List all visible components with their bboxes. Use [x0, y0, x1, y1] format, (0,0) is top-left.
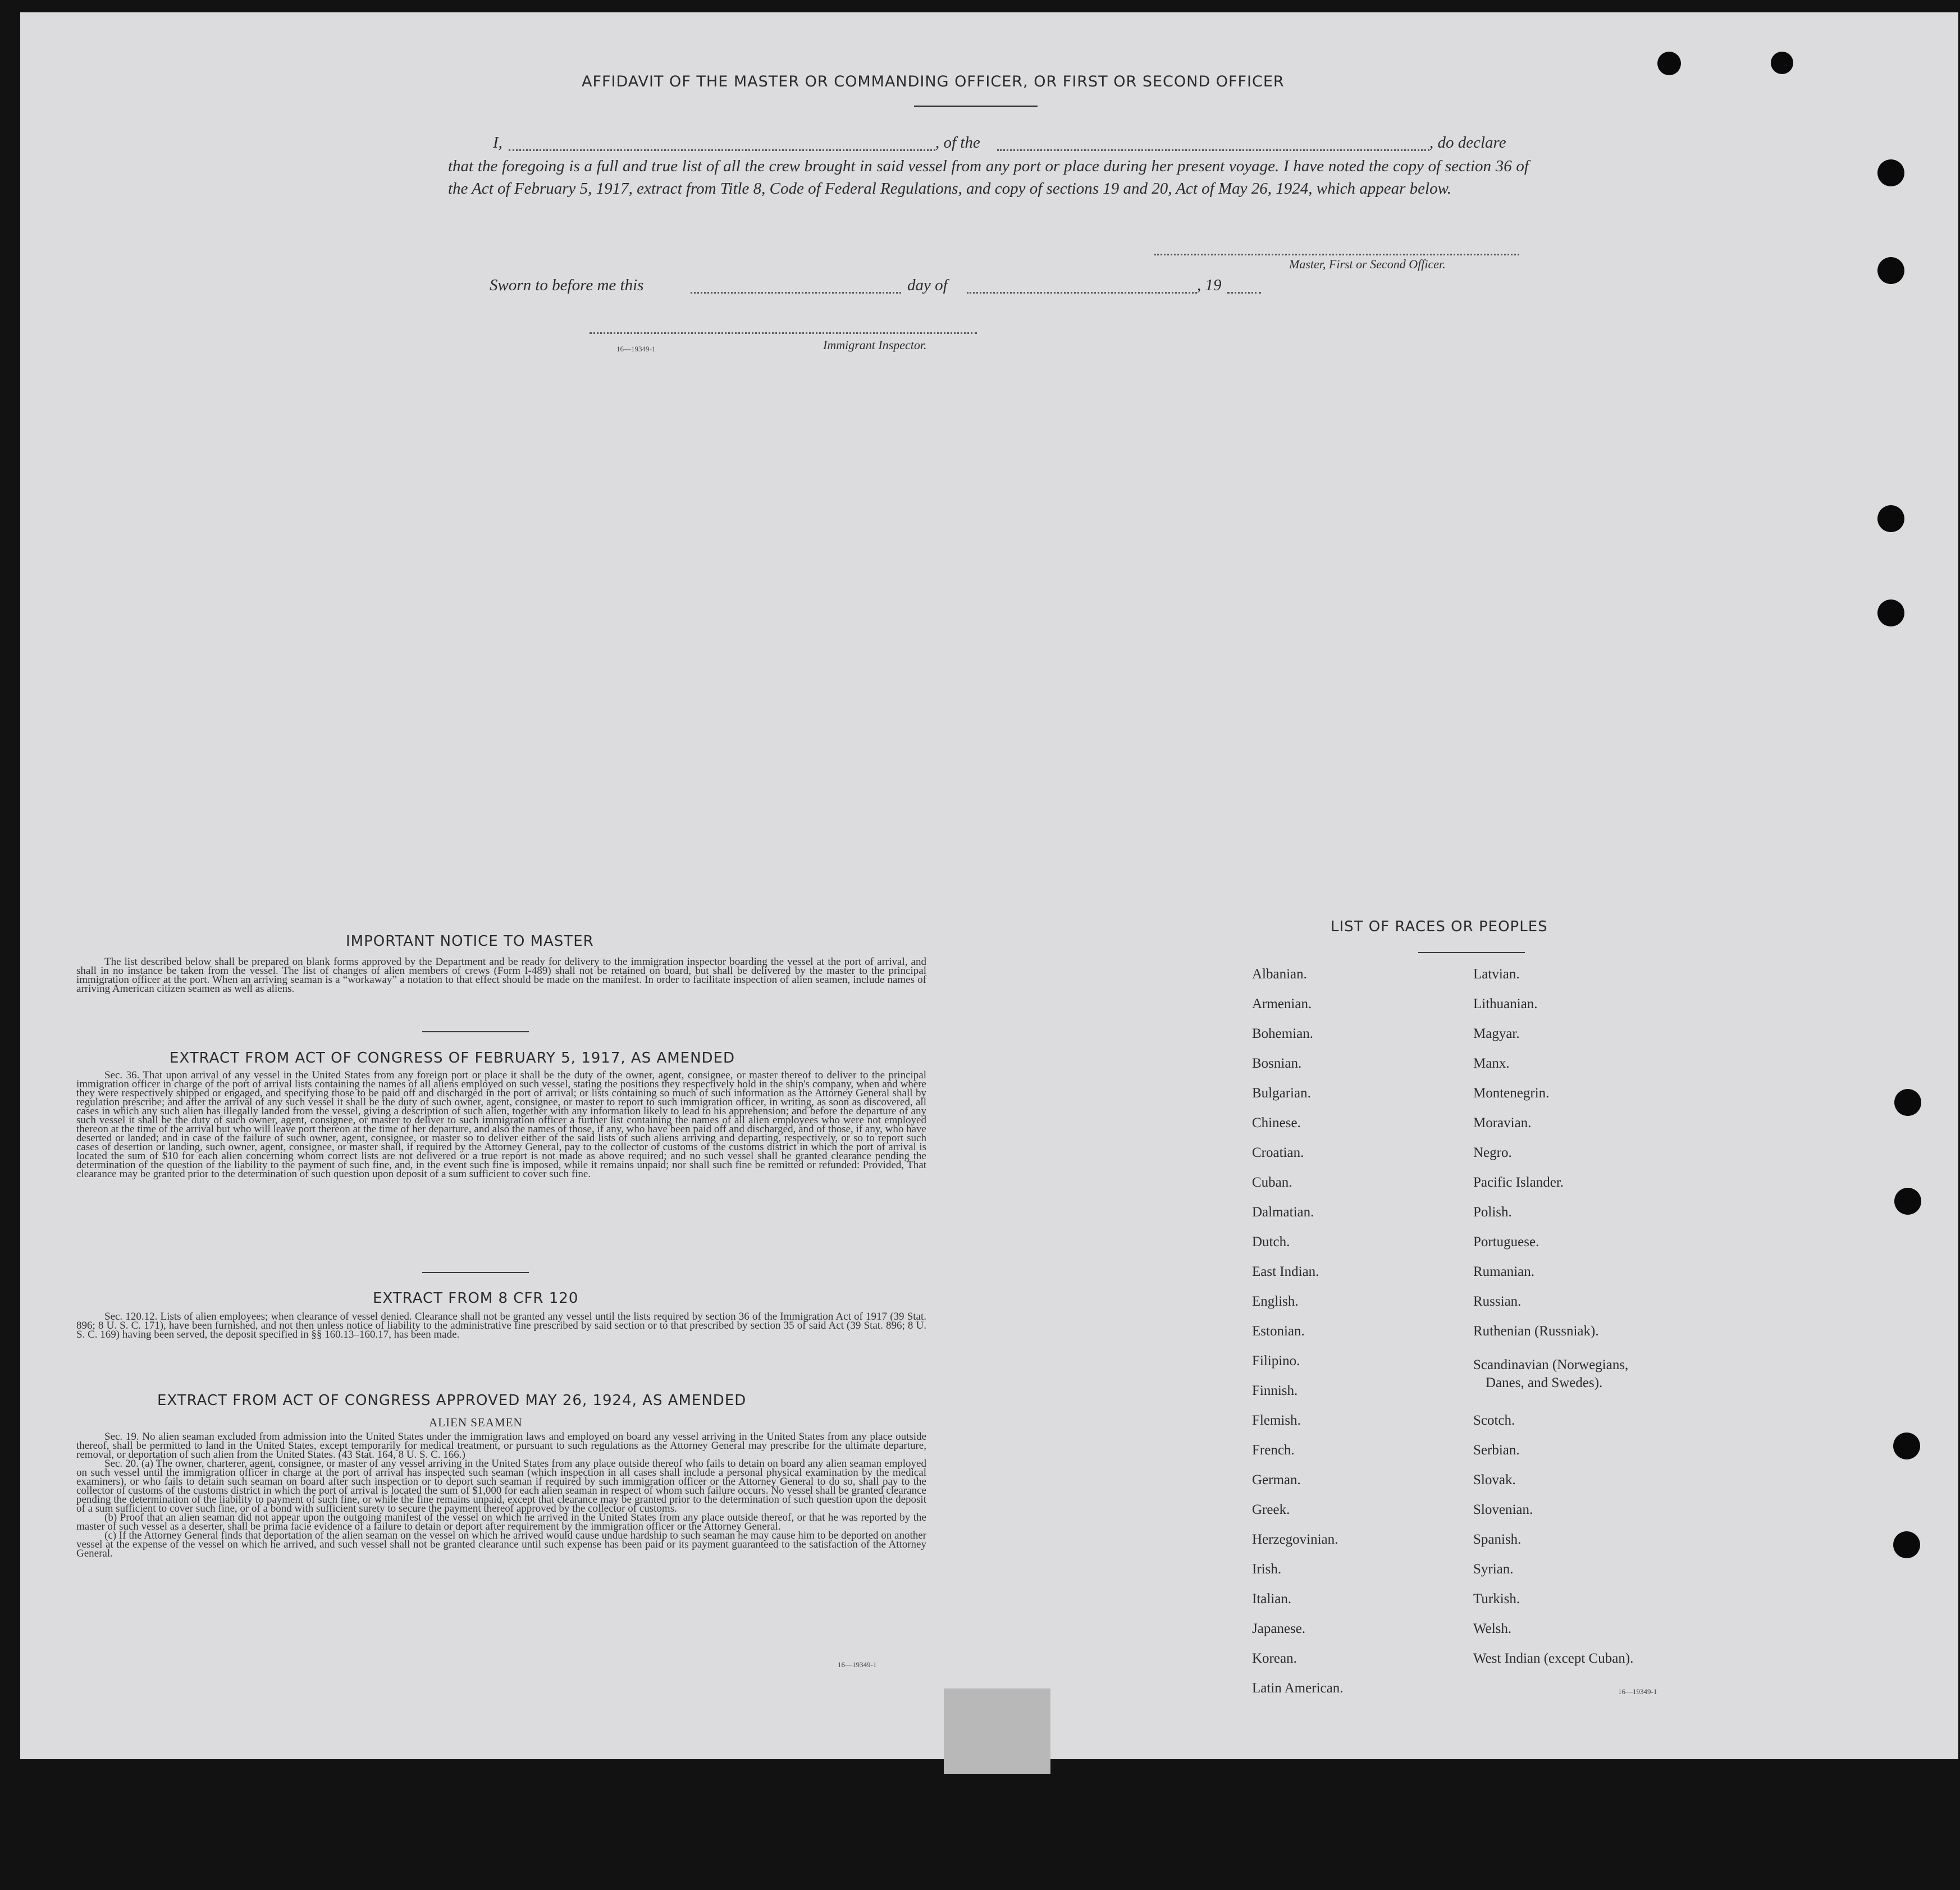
races-title-rule: [1418, 952, 1525, 953]
race-item: Lithuanian.: [1473, 996, 1538, 1012]
race-item: Armenian.: [1252, 996, 1312, 1012]
sec-120-12-paragraph: Sec. 120.12. Lists of alien employees; when clearance of vessel denied. Clearance shall not be granted any vessel until the lists required by section 36 of the Immigration Act of 1917 (39 Stat. 896; 8 U. S. C. 171), have been furnished, and not then unless notice of liability to the administrative fine prescribed by said section or to that prescribed by section 35 of said Act (39 Stat. 896; 8 U. S. C. 169) having been served, the deposit specified in §§ 160.13–160.17, has been made.: [76, 1311, 926, 1340]
race-item: Herzegovinian.: [1252, 1532, 1338, 1547]
day-blank[interactable]: [691, 292, 901, 294]
race-item: Pacific Islander.: [1473, 1175, 1564, 1190]
race-item: Welsh.: [1473, 1621, 1512, 1636]
title-rule: [914, 106, 1038, 107]
punch-hole: [1894, 1089, 1921, 1116]
race-item: Chinese.: [1252, 1115, 1301, 1131]
race-item: Estonian.: [1252, 1324, 1305, 1339]
sworn-prefix: Sworn to before me this: [490, 276, 644, 294]
race-item: Bosnian.: [1252, 1056, 1302, 1071]
race-item: Serbian.: [1473, 1443, 1520, 1458]
race-item: Slovak.: [1473, 1472, 1516, 1488]
cfr-title: EXTRACT FROM 8 CFR 120: [373, 1290, 579, 1307]
race-item: Japanese.: [1252, 1621, 1306, 1636]
race-item: Polish.: [1473, 1205, 1512, 1220]
race-item: English.: [1252, 1294, 1299, 1309]
race-item: Italian.: [1252, 1591, 1292, 1607]
race-item: Syrian.: [1473, 1562, 1514, 1577]
race-item: Greek.: [1252, 1502, 1290, 1517]
race-item: Manx.: [1473, 1056, 1510, 1071]
inspector-label: Immigrant Inspector.: [823, 338, 927, 352]
race-item: Rumanian.: [1473, 1264, 1535, 1279]
race-item: Turkish.: [1473, 1591, 1520, 1607]
vessel-blank[interactable]: [997, 149, 1429, 151]
race-item: West Indian (except Cuban).: [1473, 1651, 1634, 1666]
inspector-signature-line[interactable]: [590, 332, 977, 334]
punch-hole: [1893, 1433, 1920, 1459]
extract-1924-title: EXTRACT FROM ACT OF CONGRESS APPROVED MAY 26, 1924, AS AMENDED: [157, 1392, 747, 1409]
divider: [422, 1272, 529, 1273]
affidavit-i: I,: [493, 134, 502, 152]
race-item: Portuguese.: [1473, 1234, 1539, 1250]
race-item: Montenegrin.: [1473, 1086, 1550, 1101]
tape-strip: [944, 1688, 1050, 1774]
race-item: Bohemian.: [1252, 1026, 1314, 1041]
sworn-day-of: day of: [907, 276, 948, 294]
punch-hole: [1657, 52, 1681, 75]
punch-hole: [1894, 1188, 1921, 1215]
punch-hole: [1893, 1531, 1920, 1558]
race-item: Croatian.: [1252, 1145, 1304, 1160]
races-title: LIST OF RACES OR PEOPLES: [1331, 918, 1548, 935]
affidavit-title: AFFIDAVIT OF THE MASTER OR COMMANDING OFFICER, OR FIRST OR SECOND OFFICER: [582, 73, 1285, 90]
sworn-year: , 19: [1197, 276, 1222, 294]
extract-1917-title: EXTRACT FROM ACT OF CONGRESS OF FEBRUARY 5, 1917, AS AMENDED: [170, 1050, 735, 1067]
race-item: Scandinavian (Norwegians,: [1473, 1357, 1629, 1372]
sec-20a-paragraph: Sec. 20. (a) The owner, charterer, agent, consignee, or master of any vessel arriving in the United States from any place outside thereof who fails to detain on board any alien seaman employed on such vessel until the immigration officer in charge at the port of arrival has inspected such seaman (which inspection in all cases shall include a personal physical examination by the medical examiners), or who fails to detain such seaman on board after such inspection or to deport such seaman if required by such immigration officer or the Attorney General to do so, shall pay to the collector of customs of the customs district in which the port of arrival is located the sum of $1,000 for each alien seaman in respect of whom such failure occurs. No vessel shall be granted clearance pending the determination of the liability to payment of such fine, or while the fine remains unpaid, except that clearance may be granted prior to the determination of such question upon the deposit of a sum sufficient to cover such fine, or of a bond with sufficient surety to secure the payment thereof approved by the collector of customs.: [76, 1458, 926, 1514]
name-blank[interactable]: [509, 149, 935, 151]
punch-hole: [1771, 52, 1793, 74]
race-item: Magyar.: [1473, 1026, 1520, 1041]
race-item: Spanish.: [1473, 1532, 1522, 1547]
form-number-bottom-right: 16—19349-1: [1618, 1687, 1657, 1696]
punch-hole: [1877, 159, 1904, 186]
race-item: Ruthenian (Russniak).: [1473, 1324, 1599, 1339]
punch-hole: [1877, 505, 1904, 532]
sec-36-paragraph: Sec. 36. That upon arrival of any vessel in the United States from any foreign port or place it shall be the duty of the owner, agent, consignee, or master thereof to deliver to the principal immigration officer in charge of the port of arrival lists containing the names of all aliens employed on such vessel, stating the positions they respectively hold in the ship's company, when and where they were respectively shipped or engaged, and specifying those to be paid off and discharged in the port of arrival; or lists containing so much of such information as the Attorney General shall by regulation prescribe; and after the arrival of any such vessel it shall be the duty of such owner, agent, consignee, or master to report to such immigration officer, in writing, as soon as discovered, all cases in which any such alien has illegally landed from the vessel, giving a description of such alien, together with any information likely to lead to his apprehension; and before the departure of any such vessel it shall be the duty of such owner, agent, consignee, or master to deliver to such immigration officer a further list containing the names of all alien employees who were not employed thereon at the time of the arrival but who will leave port thereon at the time of her departure, and also the names of those, if any, who have been paid off and discharged, and of those, if any, who have deserted or landed; and in case of the failure of such owner, agent, consignee, or master so to deliver either of the said lists of such aliens arriving and departing, respectively, or so to report such cases of desertion or landing, such owner, agent, consignee, or master shall, if required by the Attorney General, pay to the collector of customs of the customs district in which the port of arrival is located the sum of $10 for each alien concerning whom correct lists are not delivered or a true report is not made as above required; and no such vessel shall be granted clearance pending the determination of the question of the liability to the payment of such fine, and, in the event such fine is imposed, while it remains unpaid; nor shall such fine be remitted or refunded: Provided, That clearance may be granted prior to the determination of such question upon deposit of a sum sufficient to cover such fine.: [76, 1069, 926, 1180]
race-item: Latvian.: [1473, 967, 1520, 982]
form-number-top: 16—19349-1: [616, 345, 656, 353]
affidavit-do-declare: , do declare: [1429, 134, 1506, 152]
race-item: Danes, and Swedes).: [1486, 1375, 1603, 1390]
race-item: Korean.: [1252, 1651, 1297, 1666]
race-item: Cuban.: [1252, 1175, 1292, 1190]
race-item: French.: [1252, 1443, 1295, 1458]
extract-1917-text: [76, 1071, 926, 1179]
master-signature-label: Master, First or Second Officer.: [1289, 257, 1446, 271]
divider: [422, 1031, 529, 1032]
race-item: Scotch.: [1473, 1413, 1515, 1428]
punch-hole: [1877, 257, 1904, 284]
race-item: Latin American.: [1252, 1681, 1344, 1696]
form-number-bottom-left: 16—19349-1: [838, 1660, 877, 1669]
affidavit-of-the: , of the: [935, 134, 980, 152]
month-blank[interactable]: [967, 292, 1197, 294]
race-item: Irish.: [1252, 1562, 1282, 1577]
document-page: [20, 12, 1958, 1759]
extract-1924-text: [76, 1433, 926, 1558]
race-item: Dutch.: [1252, 1234, 1290, 1250]
sec-20b-paragraph: (b) Proof that an alien seaman did not appear upon the outgoing manifest of the vessel on which he arrived in the United States from any place outside thereof, or that he was reported by the master of such vessel as a deserter, shall be prima facie evidence of a failure to detain or deport after requirement by the immigration officer or the Attorney General.: [76, 1512, 926, 1532]
race-item: Flemish.: [1252, 1413, 1301, 1428]
race-item: Negro.: [1473, 1145, 1512, 1160]
alien-seamen-subtitle: ALIEN SEAMEN: [429, 1416, 523, 1429]
notice-text: [76, 958, 926, 994]
race-item: East Indian.: [1252, 1264, 1319, 1279]
race-item: Russian.: [1473, 1294, 1522, 1309]
notice-title: IMPORTANT NOTICE TO MASTER: [346, 933, 594, 950]
race-item: Filipino.: [1252, 1353, 1300, 1369]
punch-hole: [1877, 600, 1904, 626]
race-item: Moravian.: [1473, 1115, 1532, 1131]
sec-19-paragraph: Sec. 19. No alien seaman excluded from admission into the United States under the immigration laws and employed on board any vessel arriving in the United States from any place outside thereof, shall be permitted to land in the United States, except temporarily for medical treatment, or pursuant to such regulations as the Attorney General may prescribe for the ultimate departure, removal, or deportation of such alien from the United States. (43 Stat. 164, 8 U. S. C. 166.): [76, 1431, 926, 1461]
race-item: Dalmatian.: [1252, 1205, 1314, 1220]
race-item: Bulgarian.: [1252, 1086, 1311, 1101]
sec-20c-paragraph: (c) If the Attorney General finds that deportation of the alien seaman on the vessel on which he arrived would cause undue hardship to such seaman he may cause him to be deported on another vessel at the expense of the vessel on which he arrived, and such vessel shall not be granted clearance until such expense has been paid or its payment guaranteed to the satisfaction of the Attorney General.: [76, 1530, 926, 1559]
master-signature-line[interactable]: [1154, 254, 1519, 255]
cfr-text: [76, 1312, 926, 1339]
race-item: Slovenian.: [1473, 1502, 1533, 1517]
notice-paragraph: The list described below shall be prepared on blank forms approved by the Department and be ready for delivery to the immigration inspector boarding the vessel at the port of arrival, and shall in no instance be taken from the vessel. The list of changes of alien members of crews (Form I-489) shall not be retained on board, but shall be delivered by the master to the principal immigration officer at the port. When an arriving seaman is a “workaway” a notation to that effect should be made on the manifest. In order to facilitate inspection of alien seamen, include names of arriving American citizen seamen as well as aliens.: [76, 956, 926, 995]
race-item: Finnish.: [1252, 1383, 1298, 1398]
affidavit-body: that the foregoing is a full and true list of all the crew brought in said vessel from any port or place during her present voyage. I have noted the copy of section 36 of the Act of February 5, 1917, extract from Title 8, Code of Federal Regulations, and copy of sections 19 and 20, Act of May 26, 1924, which appear below.: [448, 157, 1529, 198]
year-blank[interactable]: [1227, 292, 1261, 294]
race-item: German.: [1252, 1472, 1301, 1488]
race-item: Albanian.: [1252, 967, 1307, 982]
